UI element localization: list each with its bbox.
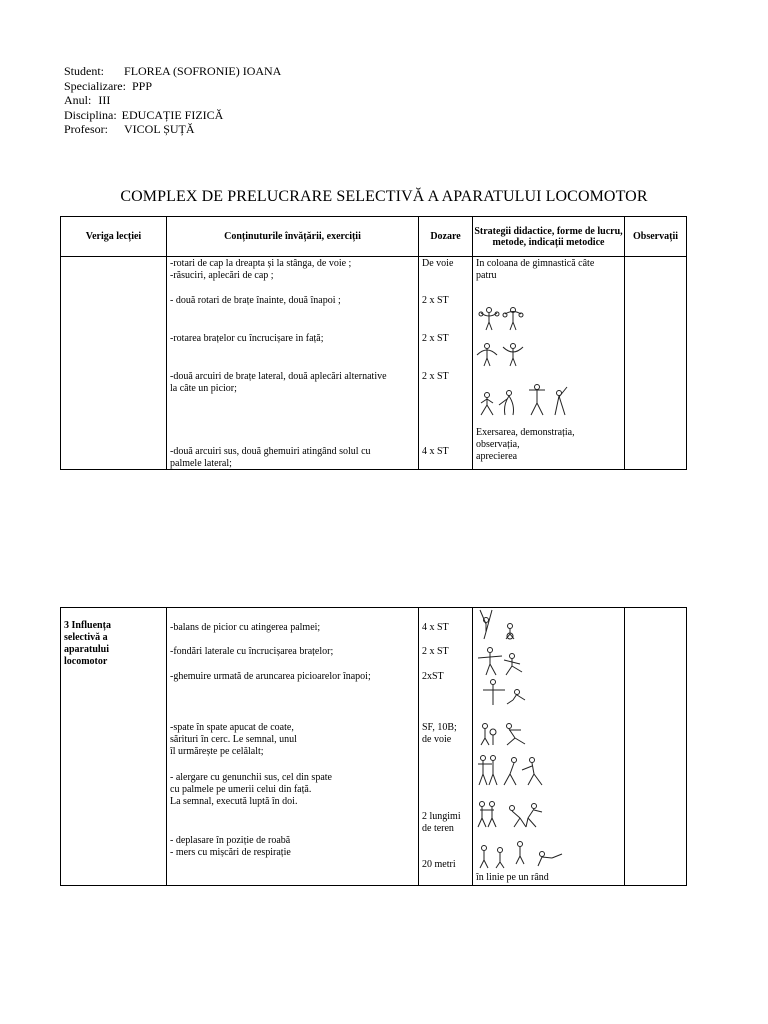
- dozare-value: de voie: [422, 734, 452, 745]
- dozare-value: 4 x ST: [422, 446, 449, 457]
- dozare-value: De voie: [422, 258, 454, 269]
- dozare-value: 2 lungimi: [422, 811, 461, 822]
- exercise-figure-icon: [477, 305, 527, 331]
- profesor-value: VICOL ȘUȚĂ: [124, 122, 195, 136]
- content-line: -răsuciri, aplecări de cap ;: [170, 270, 274, 281]
- profesor-label: Profesor:: [64, 122, 108, 136]
- strategy-line: patru: [476, 270, 497, 281]
- observatii-cell: [625, 608, 687, 886]
- exercise-figure-icon: [476, 754, 546, 786]
- content-line: -două arcuiri de brațe lateral, două aplecări alternative: [170, 371, 387, 382]
- exercise-figure-icon: [476, 840, 568, 874]
- veriga-cell: [61, 608, 167, 886]
- dozare-value: 2 x ST: [422, 333, 449, 344]
- content-line: - mers cu mișcări de respirație: [170, 847, 291, 858]
- specializare-label: Specializare:: [64, 78, 126, 93]
- veriga-line: locomotor: [64, 656, 108, 667]
- content-line: -două arcuiri sus, două ghemuiri atingând solul cu: [170, 446, 371, 457]
- strategii-cell: [473, 608, 625, 886]
- dozare-value: 4 x ST: [422, 622, 449, 633]
- strategy-line: în linie pe un rând: [476, 872, 549, 883]
- exercise-figure-icon: [477, 383, 573, 417]
- veriga-line: aparatului: [64, 644, 110, 655]
- content-line: sărituri în cerc. Le semnal, unul: [170, 734, 297, 745]
- dozare-value: 2 x ST: [422, 371, 449, 382]
- dozare-value: 20 metri: [422, 859, 456, 870]
- dozare-value: de teren: [422, 823, 454, 834]
- veriga-line: 3 Influența: [64, 620, 111, 631]
- exercise-table-1: [60, 216, 687, 470]
- dozare-cell: [419, 608, 473, 886]
- header-strategii: Strategii didactice, forme de lucru, metode, indicații metodice: [473, 217, 625, 257]
- content-line: la câte un picior;: [170, 383, 237, 394]
- disciplina-value: EDUCAȚIE FIZICĂ: [121, 107, 224, 122]
- specializare-value: PPP: [131, 78, 152, 93]
- disciplina-label: Disciplina:: [64, 107, 117, 122]
- exercise-figure-icon: [476, 608, 520, 640]
- veriga-line: selectivă a: [64, 632, 108, 643]
- content-line: - deplasare în poziție de roabă: [170, 835, 291, 846]
- exercise-figure-icon: [477, 720, 533, 746]
- dozare-value: SF, 10B;: [422, 722, 457, 733]
- exercise-figure-icon: [476, 644, 526, 676]
- exercise-figure-icon: [476, 800, 548, 828]
- dozare-value: 2xST: [422, 671, 444, 682]
- student-name: FLOREA (SOFRONIE) IOANA: [124, 64, 282, 78]
- strategy-line: In coloana de gimnastică câte: [476, 258, 595, 269]
- document-title: COMPLEX DE PRELUCRARE SELECTIVĂ A APARATULUI LOCOMOTOR: [120, 188, 648, 205]
- content-line: palmele lateral;: [170, 458, 232, 469]
- header-dozare: Dozare: [419, 217, 473, 257]
- content-line: -ghemuire urmată de aruncarea picioarelor înapoi;: [170, 671, 371, 682]
- content-line: -balans de picior cu atingerea palmei;: [170, 622, 321, 633]
- student-info: [64, 64, 281, 137]
- continuturi-cell: [167, 257, 419, 470]
- observatii-cell: [625, 257, 687, 470]
- content-line: -spate în spate apucat de coate,: [170, 722, 294, 733]
- header-veriga: Veriga lecției: [61, 217, 167, 257]
- content-line: îl urmărește pe celălalt;: [170, 746, 264, 757]
- content-line: - alergare cu genunchii sus, cel din spate: [170, 772, 332, 783]
- anul-value: III: [98, 93, 111, 107]
- strategii-cell: [473, 257, 625, 470]
- content-line: -rotari de cap la dreapta și la stânga, de voie ;: [170, 258, 352, 269]
- strategy-line: aprecierea: [476, 451, 518, 462]
- exercise-figure-icon: [479, 678, 529, 706]
- dozare-value: 2 x ST: [422, 646, 449, 657]
- content-line: -rotarea brațelor cu încrucișare in față;: [170, 333, 324, 344]
- continuturi-cell: [167, 608, 419, 886]
- student-label: Student:: [64, 64, 105, 78]
- dozare-cell: [419, 257, 473, 470]
- header-observatii: Observații: [625, 217, 687, 257]
- strategy-line: observația,: [476, 439, 520, 450]
- content-line: cu palmele pe umerii celui din față.: [170, 784, 312, 795]
- veriga-cell: [61, 257, 167, 470]
- content-line: La semnal, execută luptă în doi.: [170, 796, 298, 807]
- anul-label: Anul:: [64, 93, 92, 107]
- dozare-value: 2 x ST: [422, 295, 449, 306]
- header-continuturi: Conținuturile învățării, exerciții: [167, 217, 419, 257]
- exercise-table-2: [60, 607, 687, 886]
- strategy-line: Exersarea, demonstrația,: [476, 427, 575, 438]
- content-line: - două rotari de brațe înainte, două înapoi ;: [170, 295, 341, 306]
- exercise-figure-icon: [475, 341, 527, 367]
- content-line: -fondări laterale cu încrucișarea brațelor;: [170, 646, 334, 657]
